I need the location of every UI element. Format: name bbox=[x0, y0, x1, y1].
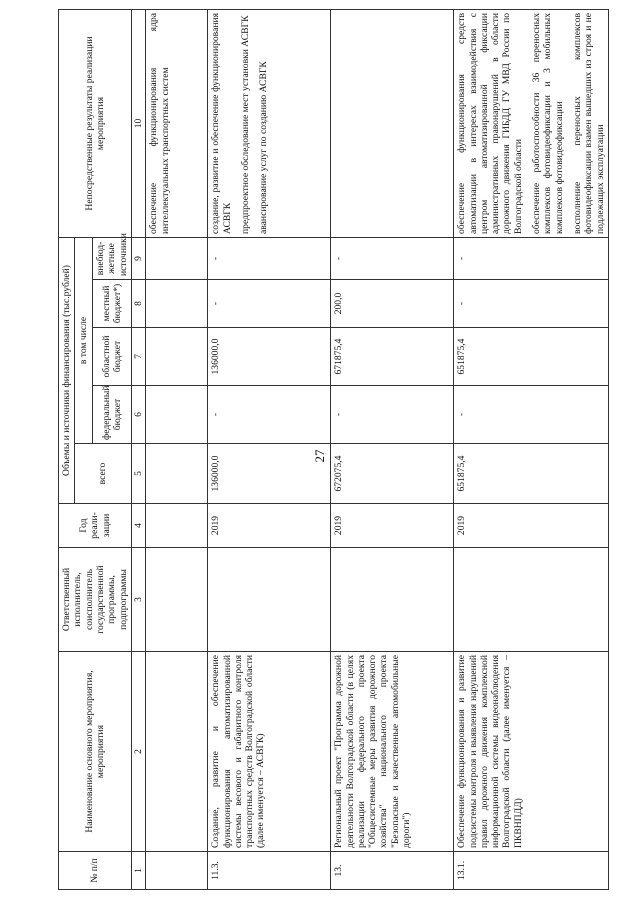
header-num: № п/п bbox=[59, 852, 132, 890]
row-local: - bbox=[208, 280, 331, 328]
result-item: восполнение переносных комплексов фотовидеофиксации взамен вышедших из строя и не подлежащих эксплуатации bbox=[572, 12, 606, 234]
row-regional: 651875,4 bbox=[454, 328, 609, 386]
row-executor bbox=[454, 548, 609, 652]
column-number: 2 bbox=[131, 652, 145, 852]
row-offbudget: - bbox=[208, 237, 331, 279]
row-executor bbox=[331, 548, 454, 652]
table-row bbox=[208, 9, 331, 889]
header-local: местный бюджет*) bbox=[92, 280, 131, 328]
row-activity-name: Обеспечение функционирования и развитие подсистемы контроля и выявления нарушений правил дорожного движения комплексной информационной системы видеонаблюдения Волгоградской области (далее именуется – ПКВНПДД) bbox=[454, 652, 609, 852]
row-activity-name: Региональный проект "Программа дорожной деятельности Волгоградской области (в целях реализации федерального проекта "Общесистемные меры развития дорожного хозяйства" национального проекта "Безопасные и качественные автомобильные дороги") bbox=[331, 652, 454, 852]
row-executor bbox=[146, 548, 208, 652]
row-total bbox=[146, 444, 208, 504]
row-total: 672075,4 bbox=[331, 444, 454, 504]
row-local bbox=[146, 280, 208, 328]
row-federal: - bbox=[208, 386, 331, 444]
row-activity-name: Создание, развитие и обеспечение функционирования автоматизированной системы весового и габаритного контроля транспортных средств Волгоградской области (далее именуется – АСВГК) bbox=[208, 652, 331, 852]
header-federal: федеральный бюджет bbox=[92, 386, 131, 444]
column-number: 3 bbox=[131, 548, 145, 652]
row-regional: 136000,0 bbox=[208, 328, 331, 386]
row-regional: 671875,4 bbox=[331, 328, 454, 386]
column-number: 7 bbox=[131, 328, 145, 386]
column-number: 1 bbox=[131, 852, 145, 890]
header-results: Непосредственные результаты реализации мероприятия bbox=[59, 9, 132, 237]
row-year: 2019 bbox=[454, 504, 609, 548]
row-total: 651875,4 bbox=[454, 444, 609, 504]
result-item: авансирование услуг по созданию АСВГК bbox=[258, 61, 270, 234]
table-row bbox=[331, 9, 454, 889]
column-number: 10 bbox=[131, 9, 145, 237]
row-executor bbox=[208, 548, 331, 652]
row-num: 11.3. bbox=[208, 852, 331, 890]
result-item: обеспечение функционирования средств автоматизации в интересах взаимодействия с центром автоматизированной фиксации административных правонарушений в области дорожного движения ГИБДД ГУ МВД России по Волгоградской области bbox=[456, 12, 524, 234]
header-executor: Ответственный исполнитель, соисполнитель государственной программы, подпрограммы bbox=[59, 548, 132, 652]
header-total: всего bbox=[75, 444, 132, 504]
result-item: создание, развитие и обеспечение функционирования АСВГК bbox=[210, 12, 233, 234]
row-offbudget: - bbox=[331, 237, 454, 279]
table-row bbox=[146, 9, 208, 889]
row-offbudget bbox=[146, 237, 208, 279]
row-offbudget: - bbox=[454, 237, 609, 279]
column-number-row bbox=[131, 9, 145, 889]
header-offbudget: внебюд-жетные источники bbox=[92, 237, 131, 279]
header-including: в том числе bbox=[75, 237, 93, 443]
row-regional bbox=[146, 328, 208, 386]
row-num: 13.1. bbox=[454, 852, 609, 890]
row-results bbox=[331, 9, 454, 237]
result-item: обеспечение работоспособности 36 переносных комплексов фотовидеофиксации и 3 мобильных комплексов фотовидеофиксации bbox=[531, 12, 565, 234]
column-number: 8 bbox=[131, 280, 145, 328]
column-number: 4 bbox=[131, 504, 145, 548]
row-results bbox=[454, 9, 609, 237]
header-year: Год реали-зации bbox=[59, 504, 132, 548]
header-regional: областной бюджет bbox=[92, 328, 131, 386]
row-results bbox=[146, 9, 208, 237]
header-funding-group: Объемы и источники финансирования (тыс.рублей) bbox=[59, 237, 75, 503]
row-year: 2019 bbox=[331, 504, 454, 548]
result-item: обеспечение функционирования ядра интеллектуальных транспортных систем bbox=[148, 12, 171, 234]
result-item: предпроектное обследование мест установки АСВГК bbox=[239, 15, 251, 234]
row-num bbox=[146, 852, 208, 890]
funding-table bbox=[58, 9, 609, 890]
table-row bbox=[454, 9, 609, 889]
column-number: 5 bbox=[131, 444, 145, 504]
row-num: 13. bbox=[331, 852, 454, 890]
row-total: 136000,0 bbox=[208, 444, 331, 504]
row-local: 200,0 bbox=[331, 280, 454, 328]
column-number: 9 bbox=[131, 237, 145, 279]
row-local: - bbox=[454, 280, 609, 328]
header-activity-name: Наименование основного мероприятия, мероприятия bbox=[59, 652, 132, 852]
row-federal: - bbox=[454, 386, 609, 444]
row-year: 2019 bbox=[208, 504, 331, 548]
row-activity-name bbox=[146, 652, 208, 852]
row-year bbox=[146, 504, 208, 548]
rotated-table-wrapper bbox=[58, 10, 618, 890]
column-number: 6 bbox=[131, 386, 145, 444]
row-results bbox=[208, 9, 331, 237]
page-number: 27 bbox=[312, 449, 327, 463]
row-federal: - bbox=[331, 386, 454, 444]
row-federal bbox=[146, 386, 208, 444]
